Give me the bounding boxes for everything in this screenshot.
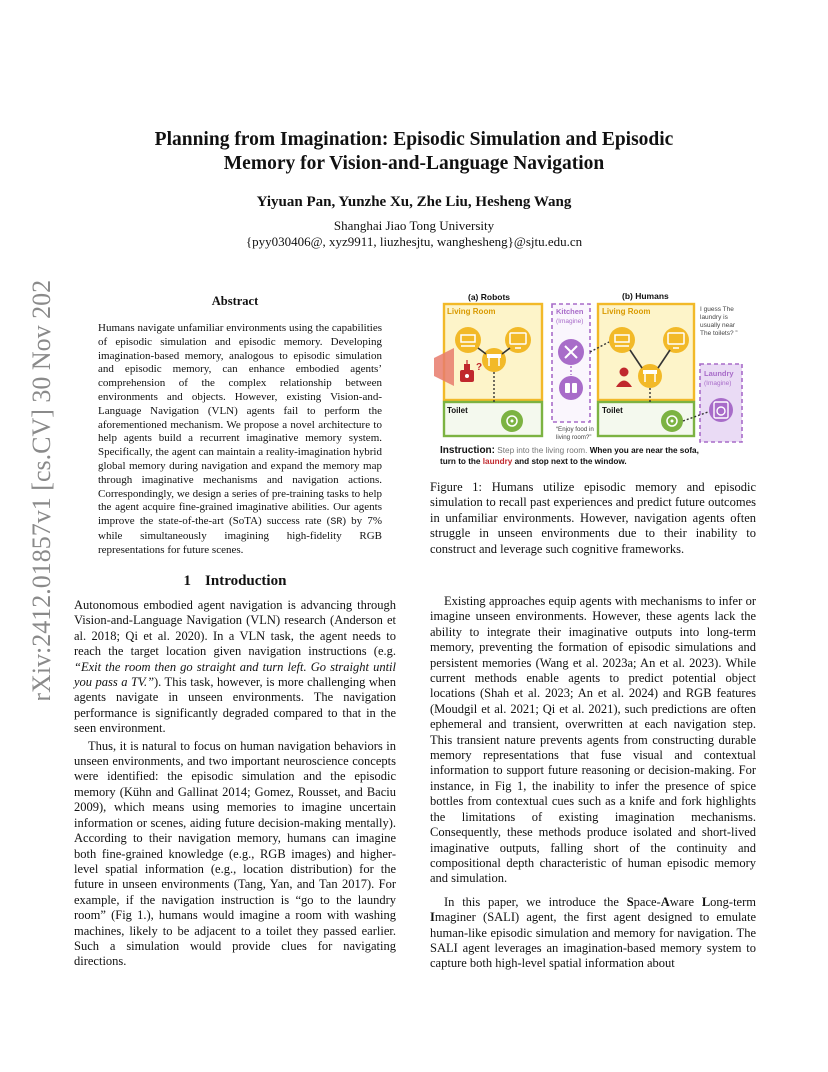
label-humans: (b) Humans — [622, 291, 669, 301]
intro-left-column — [74, 598, 396, 970]
title-line-2: Memory for Vision-and-Language Navigation — [223, 153, 605, 174]
human-sofa-node — [609, 327, 635, 353]
thought-3: usually near — [700, 322, 736, 329]
intro-p4-ware: ware — [669, 894, 702, 909]
abstract-heading: Abstract — [211, 294, 259, 308]
arxiv-stamp-svg — [12, 280, 60, 700]
section-title: Introduction — [205, 573, 287, 589]
section-number: 1 — [183, 573, 192, 589]
figure-instruction — [440, 445, 756, 467]
abstract-text-a: Humans navigate unfamiliar environments using the capabilities of episodic simulation and episodic memory. Developing imagination-based memory, analogous to episodic simulation and episodic memory, can enhance embodied agents’ comprehension of the complex relationship between environments and objects. However, existing Vision-and-Language Navigation (VLN) agents fail to perform the aforementioned mechanism. We propose a novel architecture to help agents build a recurrent imaginative memory system. Specifically, the agent can maintain a reality-imagination hybrid global memory during navigation and expand the memory map through imaginative mechanisms and navigation actions. Correspondingly, we design a series of pre-training tasks to help the agent acquire fine-grained imaginative abilities. Our agents improve the state-of-the-art (SoTA) success rate ( — [98, 322, 382, 528]
emails: {pyy030406@, xyz9911, liuzhesjtu, wanghesheng}@sjtu.edu.cn — [245, 234, 583, 249]
kitchen-imagine-label: (Imagine) — [556, 318, 584, 325]
intro-paragraph-3: Existing approaches equip agents with mechanisms to infer or imagine unseen environments. However, these agents lack the ability to integrate their imaginative outputs into long-term memory, preventing the formation of episodic simulations and persistent memories (Wang et al. 2023a; An et al. 2023). While current methods enable agents to predict potential object locations (Shah et al. 2023; An et al. 2024) and RGB features (Moudgil et al. 2021; Qi et al. 2021), such predictions are often ephemeral and transient, overwritten at each navigation step. This transient nature prevents agents from constructing durable memory representations that fuse visual and contextual information to support future reasoning or decision-making. For instance, in Fig 1, the inability to infer the presence of spice bottles from contextual cues such as a knife and fork highlights the limitations of existing imagination mechanisms. Consequently, these methods produce isolated and short-lived imaginative outputs, falling short of the continuity and compositional depth characteristic of human episodic memory and simulation. — [430, 594, 756, 886]
robot-table-node — [482, 348, 506, 372]
abstract-text-b: ) by 7% while simultaneously imagining high-fidelity RGB representations for future scenes. — [98, 515, 383, 556]
instruction-laundry: laundry — [482, 457, 513, 466]
intro-p1-text-b: ). This task, however, is more challenging when agents navigate in unseen environments. The navigation performance is significantly degraded compared to that in the seen environment. — [74, 675, 396, 736]
instruction-part-3: turn to the — [440, 457, 481, 466]
thought-1: I guess The — [700, 306, 734, 313]
intro-paragraph-2: Thus, it is natural to focus on human navigation behaviors in unseen environments, and two important neuroscience concepts were identified: the episodic simulation and the episodic memory (Kühn and Gallinat 2014; Gomez, Rousset, and Baciu 2009), which means using memories to imagine uncertain information or scenes, aiding future decision-making mentally). According to their navigation memory, humans can imagine both fine-grained knowledge (e.g., RGB images) and higher-level spatial information (e.g., location distribution) for the future in unseen environments (Tang, Yan, and Tan 2017). For example, if the navigation instruction is “go to the laundry room” (Fig 1.), humans would imagine a room with washing machines, likely to be adjacent to a toilet they passed earlier. Such a simulation would provide clues for navigating directions. — [74, 738, 396, 969]
intro-p1-quote: “Exit the room then go straight and turn left. Go straight until you pass a TV.” — [74, 659, 396, 690]
label-robots: (a) Robots — [468, 292, 511, 302]
affiliation-block — [120, 218, 708, 250]
intro-p4-S: S — [626, 894, 634, 909]
instruction-part-4: and stop next to the window. — [514, 457, 627, 466]
paper-title — [120, 128, 708, 176]
intro-p4-text-b: maginer (SALI) agent, the first agent designed to emulate human-like episodic simulation and memory for navigation. The SALI agent leverages an imagination-based memory system to capture both high-level spatial information about — [430, 910, 756, 971]
intro-p4-L: L — [701, 894, 711, 909]
robot-living-room-label: Living Room — [447, 307, 496, 316]
intro-p4-I: I — [430, 910, 435, 925]
instruction-part-1: Step into the living room. — [497, 446, 588, 455]
robot-sofa-node — [455, 327, 481, 353]
figure-1-svg — [430, 290, 756, 468]
intro-p4-pace: pace- — [633, 894, 661, 909]
thought-4: The toilets? ” — [700, 330, 738, 337]
instruction-part-2: When you are near the sofa, — [589, 446, 699, 455]
laundry-label: Laundry — [704, 369, 734, 378]
laundry-imagine-label: (Imagine) — [704, 380, 732, 387]
affiliation: Shanghai Jiao Tong University — [333, 218, 495, 233]
section-heading-introduction — [74, 573, 396, 590]
thought-2: laundry is — [700, 314, 728, 321]
kitchen-label: Kitchen — [556, 307, 584, 316]
abstract-body — [98, 322, 382, 558]
figure-1 — [430, 290, 756, 468]
human-tv-node — [663, 327, 689, 353]
intro-p4-A: A — [660, 894, 670, 909]
kitchen-spice-node — [559, 376, 583, 400]
food-bubble-1: “Enjoy food in — [556, 426, 594, 433]
intro-paragraph-4 — [430, 895, 756, 972]
robot-toilet-label: Toilet — [447, 406, 468, 415]
human-toilet-label: Toilet — [602, 406, 623, 415]
intro-p1-text-a: Autonomous embodied agent navigation is advancing through Vision-and-Language Navigation (VLN) research (Anderson et al. 2018; Qi et al. 2020). In a VLN task, the agent needs to reach the target location given navigation instructions (e.g. — [74, 598, 396, 659]
intro-p4-text-a: In this paper, we introduce the — [444, 894, 627, 909]
instruction-label: Instruction: — [440, 445, 495, 456]
arxiv-stamp — [12, 280, 60, 700]
intro-p4-ong: ong-term — [710, 894, 756, 909]
title-line-1: Planning from Imagination: Episodic Simulation and Episodic — [154, 129, 674, 150]
intro-right-column — [430, 594, 756, 972]
robot-question-mark: ? — [476, 362, 483, 373]
figure-caption: Figure 1: Humans utilize episodic memory and episodic simulation to recall past experiences and predict future outcomes in unfamiliar environments. However, navigation agents often struggle in unseen environments due to their inability to construct and leverage such cognitive frameworks. — [430, 480, 756, 556]
human-living-room-label: Living Room — [602, 307, 651, 316]
abstract-sr: SR — [330, 517, 343, 529]
intro-paragraph-1 — [74, 598, 396, 737]
arxiv-id: arXiv:2412.01857v1 [cs.CV] 30 Nov 2024 — [27, 280, 56, 700]
authors: Yiyuan Pan, Yunzhe Xu, Zhe Liu, Hesheng Wang — [256, 194, 572, 210]
food-bubble-2: living room?” — [556, 434, 592, 441]
robot-view-cone — [434, 348, 454, 386]
